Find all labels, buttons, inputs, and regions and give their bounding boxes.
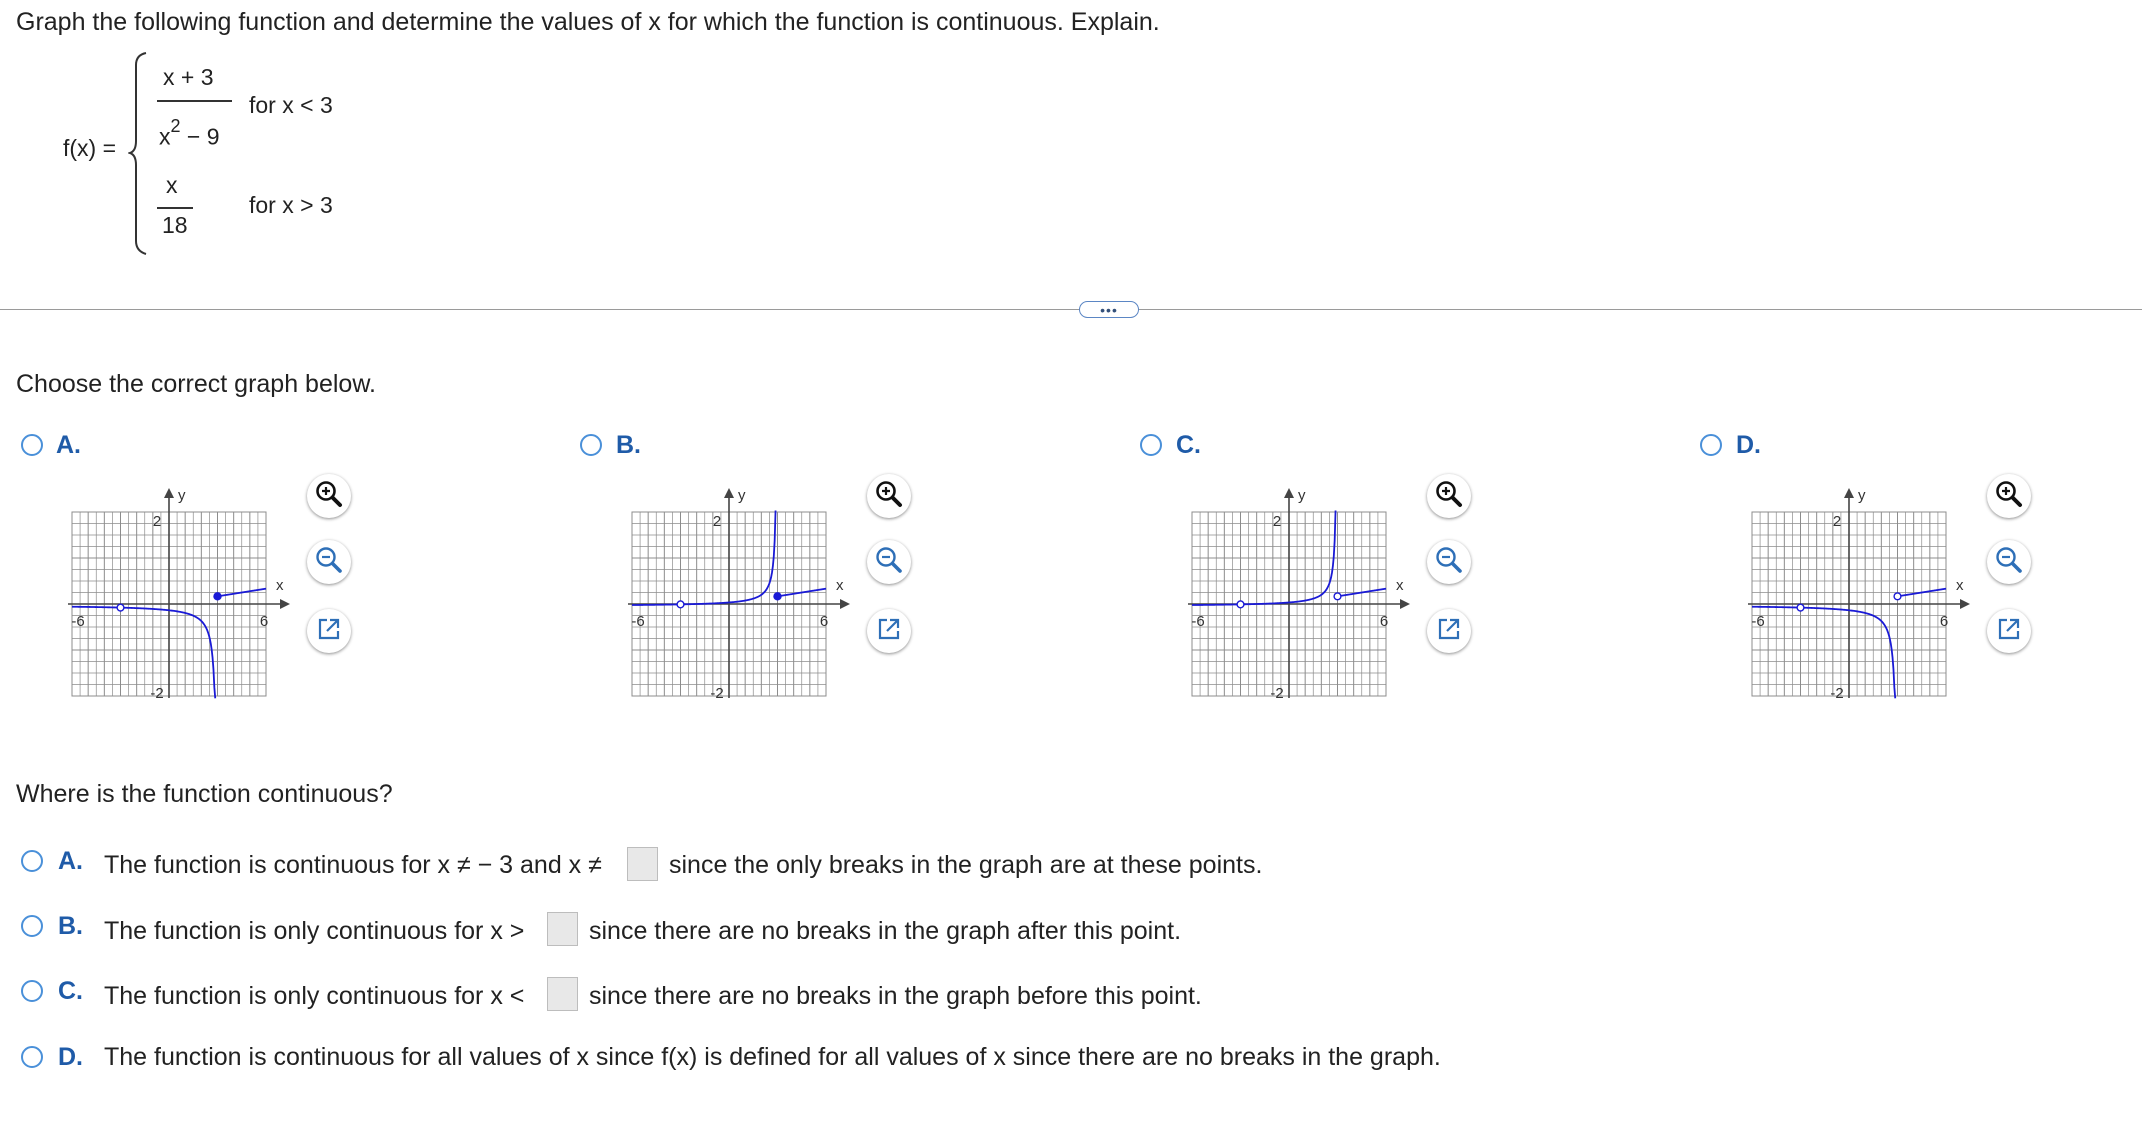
graph-x-pos-tick: 6 bbox=[259, 613, 269, 630]
zoom-in-icon bbox=[314, 479, 344, 514]
graph-y-neg-tick: -2 bbox=[1830, 685, 1844, 702]
graph-x-neg-tick: -6 bbox=[1751, 613, 1765, 630]
graph-x-label: x bbox=[1396, 577, 1404, 594]
graph-plot bbox=[1740, 470, 1980, 710]
continuity-option-c-radio[interactable] bbox=[21, 980, 43, 1002]
open-new-window-icon bbox=[876, 616, 902, 647]
graph-y-label: y bbox=[1858, 487, 1866, 504]
piece2-numerator: x bbox=[166, 172, 178, 198]
graph-option-a-radio[interactable] bbox=[21, 434, 43, 456]
section-divider bbox=[0, 309, 2142, 310]
graph-x-arrow bbox=[280, 599, 290, 609]
piece1-denominator-rest: − 9 bbox=[186, 123, 220, 150]
piece2-fraction-bar bbox=[157, 207, 193, 209]
graph-option-c bbox=[1180, 470, 1420, 715]
graph-a-zoom-in-button[interactable] bbox=[307, 474, 351, 518]
graph-open-point bbox=[1237, 601, 1244, 608]
graph-y-arrow bbox=[164, 488, 174, 498]
graph-open-point-right bbox=[1894, 593, 1901, 600]
graph-y-pos-tick: 2 bbox=[1832, 513, 1842, 530]
graph-y-pos-tick: 2 bbox=[152, 513, 162, 530]
graph-plot bbox=[60, 470, 300, 710]
graph-option-d-letter: D. bbox=[1736, 431, 1761, 459]
graph-x-arrow bbox=[1400, 599, 1410, 609]
graph-y-neg-tick: -2 bbox=[1270, 685, 1284, 702]
continuity-option-d-letter: D. bbox=[58, 1043, 83, 1071]
continuity-option-b-reason: since there are no breaks in the graph after this point. bbox=[589, 917, 1182, 945]
piece1-condition: for x < 3 bbox=[249, 92, 333, 118]
continuity-option-b-radio[interactable] bbox=[21, 915, 43, 937]
continuity-option-c-letter: C. bbox=[58, 977, 83, 1005]
graph-y-arrow bbox=[1844, 488, 1854, 498]
continuity-option-c-text: The function is only continuous for x < bbox=[104, 982, 525, 1010]
graph-x-pos-tick: 6 bbox=[819, 613, 829, 630]
graph-option-c-letter: C. bbox=[1176, 431, 1201, 459]
part1-prompt: Choose the correct graph below. bbox=[16, 370, 376, 398]
continuity-option-c-reason: since there are no breaks in the graph before this point. bbox=[589, 982, 1202, 1010]
graph-x-label: x bbox=[1956, 577, 1964, 594]
graph-open-point bbox=[117, 604, 124, 611]
continuity-option-a-letter: A. bbox=[58, 847, 83, 875]
graph-b-zoom-in-button[interactable] bbox=[867, 474, 911, 518]
graph-open-point-right bbox=[1334, 593, 1341, 600]
piece1-numerator: x + 3 bbox=[163, 64, 214, 90]
piece1-fraction-bar bbox=[157, 100, 232, 102]
graph-c-zoom-in-button[interactable] bbox=[1427, 474, 1471, 518]
graph-c-open-window-button[interactable] bbox=[1427, 609, 1471, 653]
open-new-window-icon bbox=[1436, 616, 1462, 647]
graph-d-zoom-out-button[interactable] bbox=[1987, 540, 2031, 584]
question-prompt: Graph the following function and determine the values of x for which the function is continuous. Explain. bbox=[16, 8, 1160, 36]
graph-x-arrow bbox=[1960, 599, 1970, 609]
expand-more-button[interactable]: ••• bbox=[1079, 301, 1139, 318]
graph-plot bbox=[1180, 470, 1420, 710]
graph-a-open-window-button[interactable] bbox=[307, 609, 351, 653]
graph-y-arrow bbox=[1284, 488, 1294, 498]
piece1-denominator-base: x bbox=[159, 123, 171, 150]
part2-prompt: Where is the function continuous? bbox=[16, 780, 393, 808]
graph-option-b bbox=[620, 470, 860, 715]
graph-closed-point bbox=[214, 593, 221, 600]
graph-b-open-window-button[interactable] bbox=[867, 609, 911, 653]
continuity-option-b-text: The function is only continuous for x > bbox=[104, 917, 525, 945]
graph-a-zoom-out-button[interactable] bbox=[307, 540, 351, 584]
graph-y-neg-tick: -2 bbox=[710, 685, 724, 702]
graph-option-b-letter: B. bbox=[616, 431, 641, 459]
graph-y-label: y bbox=[738, 487, 746, 504]
graph-option-c-radio[interactable] bbox=[1140, 434, 1162, 456]
graph-option-d bbox=[1740, 470, 1980, 715]
zoom-in-icon bbox=[1994, 479, 2024, 514]
zoom-out-icon bbox=[314, 545, 344, 580]
continuity-option-b-answer-box[interactable] bbox=[547, 912, 578, 946]
graph-open-point bbox=[1797, 604, 1804, 611]
graph-option-a bbox=[60, 470, 300, 715]
continuity-option-a-text: The function is continuous for x ≠ − 3 and x ≠ bbox=[104, 851, 602, 879]
piece2-condition: for x > 3 bbox=[249, 192, 333, 218]
zoom-out-icon bbox=[874, 545, 904, 580]
graph-x-neg-tick: -6 bbox=[1191, 613, 1205, 630]
graph-plot bbox=[620, 470, 860, 710]
graph-y-pos-tick: 2 bbox=[1272, 513, 1282, 530]
graph-d-open-window-button[interactable] bbox=[1987, 609, 2031, 653]
graph-y-label: y bbox=[1298, 487, 1306, 504]
piece2-denominator: 18 bbox=[162, 212, 188, 238]
graph-x-neg-tick: -6 bbox=[71, 613, 85, 630]
graph-option-b-radio[interactable] bbox=[580, 434, 602, 456]
continuity-option-d-radio[interactable] bbox=[21, 1046, 43, 1068]
continuity-option-a-answer-box[interactable] bbox=[627, 847, 658, 881]
open-new-window-icon bbox=[1996, 616, 2022, 647]
graph-d-zoom-in-button[interactable] bbox=[1987, 474, 2031, 518]
graph-x-label: x bbox=[836, 577, 844, 594]
continuity-option-d-text: The function is continuous for all values of x since f(x) is defined for all values of x since there are no breaks in the graph. bbox=[104, 1043, 1441, 1071]
graph-y-pos-tick: 2 bbox=[712, 513, 722, 530]
continuity-option-a-reason: since the only breaks in the graph are at these points. bbox=[669, 851, 1263, 879]
piece1-denominator-exponent: 2 bbox=[170, 116, 181, 136]
graph-y-arrow bbox=[724, 488, 734, 498]
graph-y-label: y bbox=[178, 487, 186, 504]
graph-closed-point bbox=[774, 593, 781, 600]
graph-x-pos-tick: 6 bbox=[1939, 613, 1949, 630]
piece1-denominator bbox=[159, 116, 220, 151]
zoom-in-icon bbox=[874, 479, 904, 514]
graph-option-a-letter: A. bbox=[56, 431, 81, 459]
graph-x-pos-tick: 6 bbox=[1379, 613, 1389, 630]
graph-x-neg-tick: -6 bbox=[631, 613, 645, 630]
zoom-in-icon bbox=[1434, 479, 1464, 514]
zoom-out-icon bbox=[1434, 545, 1464, 580]
open-new-window-icon bbox=[316, 616, 342, 647]
graph-open-point bbox=[677, 601, 684, 608]
piecewise-brace bbox=[128, 51, 150, 256]
function-label: f(x) = bbox=[63, 135, 117, 161]
zoom-out-icon bbox=[1994, 545, 2024, 580]
graph-x-arrow bbox=[840, 599, 850, 609]
graph-b-zoom-out-button[interactable] bbox=[867, 540, 911, 584]
graph-y-neg-tick: -2 bbox=[150, 685, 164, 702]
graph-option-d-radio[interactable] bbox=[1700, 434, 1722, 456]
continuity-option-b-letter: B. bbox=[58, 912, 83, 940]
graph-c-zoom-out-button[interactable] bbox=[1427, 540, 1471, 584]
graph-x-label: x bbox=[276, 577, 284, 594]
continuity-option-c-answer-box[interactable] bbox=[547, 977, 578, 1011]
continuity-option-a-radio[interactable] bbox=[21, 850, 43, 872]
